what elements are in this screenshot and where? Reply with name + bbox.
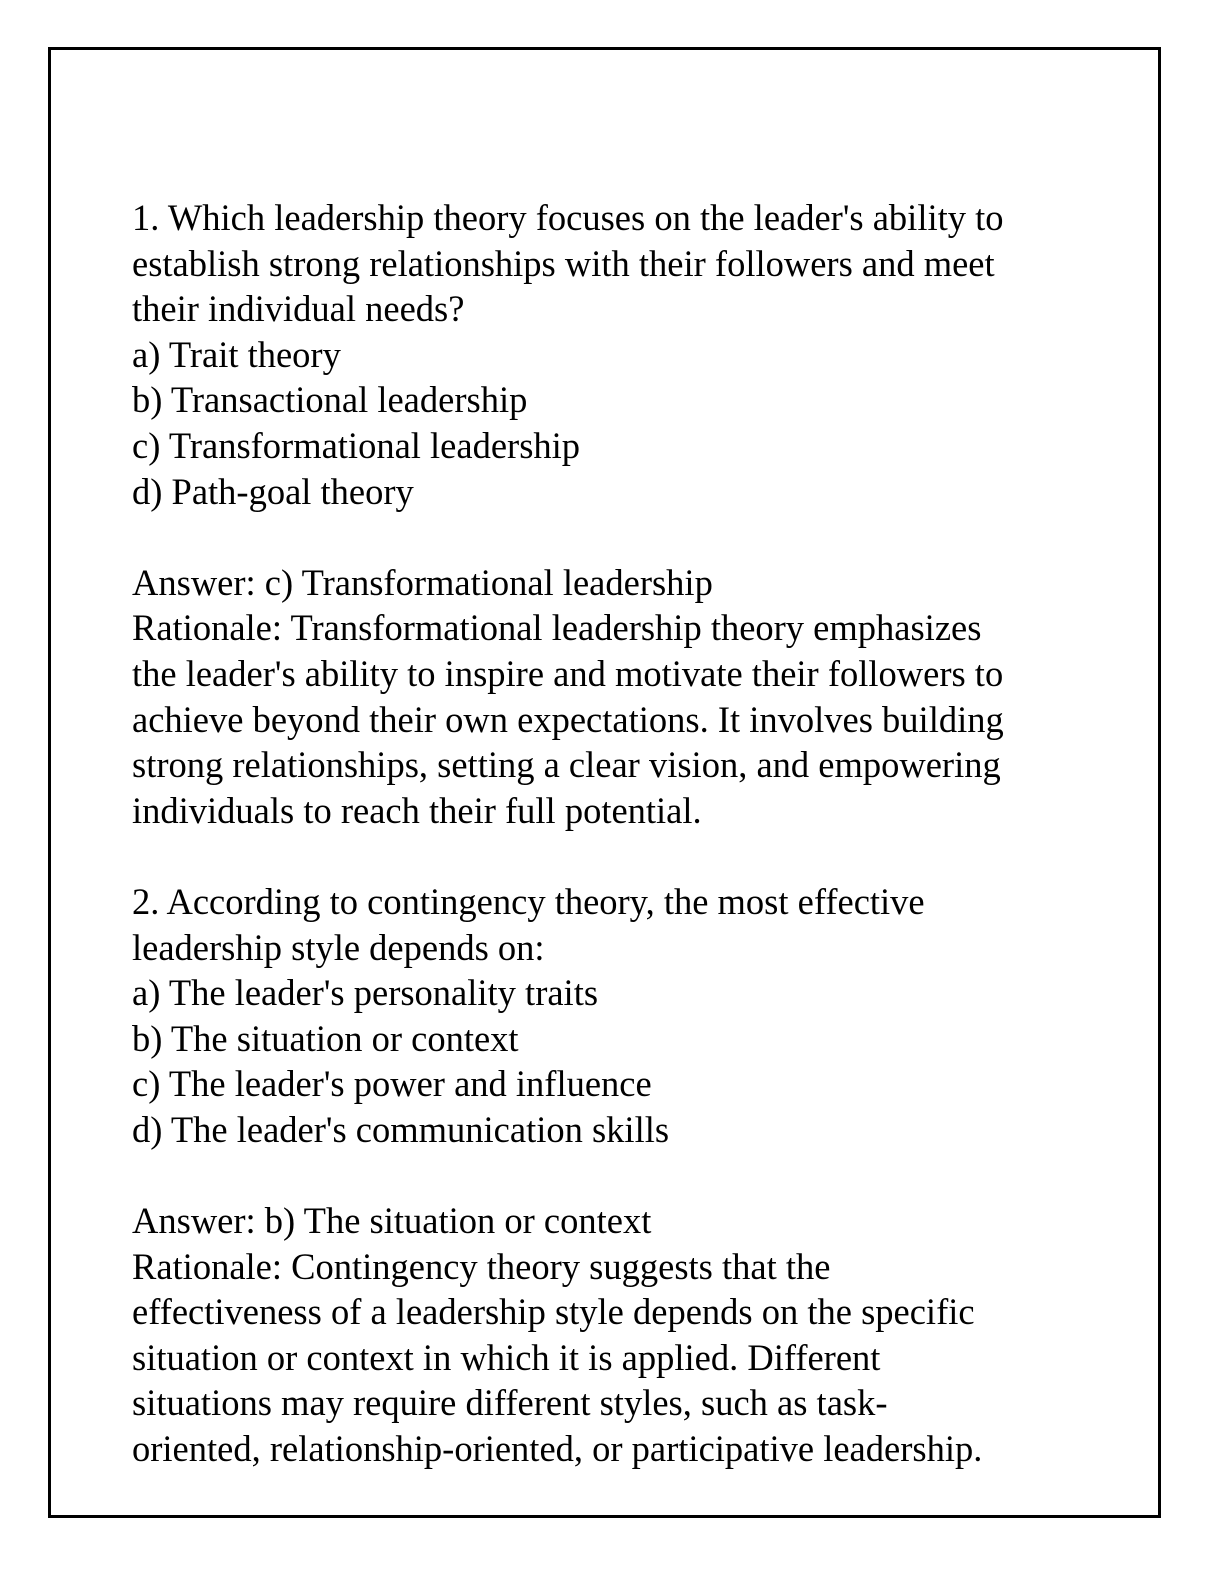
question-1-rationale-line: achieve beyond their own expectations. It involves building (132, 698, 1004, 740)
document-body (132, 195, 1132, 1472)
question-2-rationale-line: effectiveness of a leadership style depends on the specific (132, 1291, 975, 1333)
question-1-option-b: b) Transactional leadership (132, 379, 528, 421)
question-2-option-d: d) The leader's communication skills (132, 1108, 670, 1150)
question-1-rationale-line: strong relationships, setting a clear vision, and empowering (132, 744, 1001, 786)
spacer (132, 514, 1132, 560)
question-block-1 (132, 195, 1132, 833)
question-1-rationale-line: the leader's ability to inspire and motivate their followers to (132, 652, 1004, 694)
question-1-answer: Answer: c) Transformational leadership (132, 561, 713, 603)
question-2-option-a: a) The leader's personality traits (132, 972, 599, 1014)
spacer (132, 1152, 1132, 1198)
question-2-rationale-line: Rationale: Contingency theory suggests that the (132, 1245, 831, 1287)
question-2-text-line: leadership style depends on: (132, 926, 545, 968)
question-2-rationale-line: oriented, relationship-oriented, or participative leadership. (132, 1428, 983, 1470)
question-1-rationale-line: Rationale: Transformational leadership theory emphasizes (132, 607, 982, 649)
question-2-rationale-line: situation or context in which it is applied. Different (132, 1336, 881, 1378)
question-1-text-line: 1. Which leadership theory focuses on the leader's ability to (132, 197, 1004, 238)
question-1-text-line: establish strong relationships with their followers and meet (132, 242, 995, 284)
question-2-text-line: 2. According to contingency theory, the most effective (132, 880, 925, 922)
question-2-option-b: b) The situation or context (132, 1017, 519, 1059)
spacer (132, 833, 1132, 879)
question-block-2 (132, 879, 1132, 1472)
question-2-option-c: c) The leader's power and influence (132, 1063, 652, 1105)
question-2-answer: Answer: b) The situation or context (132, 1200, 652, 1242)
question-1-option-d: d) Path-goal theory (132, 470, 414, 512)
question-1-option-c: c) Transformational leadership (132, 424, 581, 466)
question-2-rationale-line: situations may require different styles, such as task- (132, 1382, 888, 1424)
question-1-rationale-line: individuals to reach their full potential. (132, 789, 702, 831)
question-1-option-a: a) Trait theory (132, 333, 341, 375)
question-1-text-line: their individual needs? (132, 288, 465, 330)
